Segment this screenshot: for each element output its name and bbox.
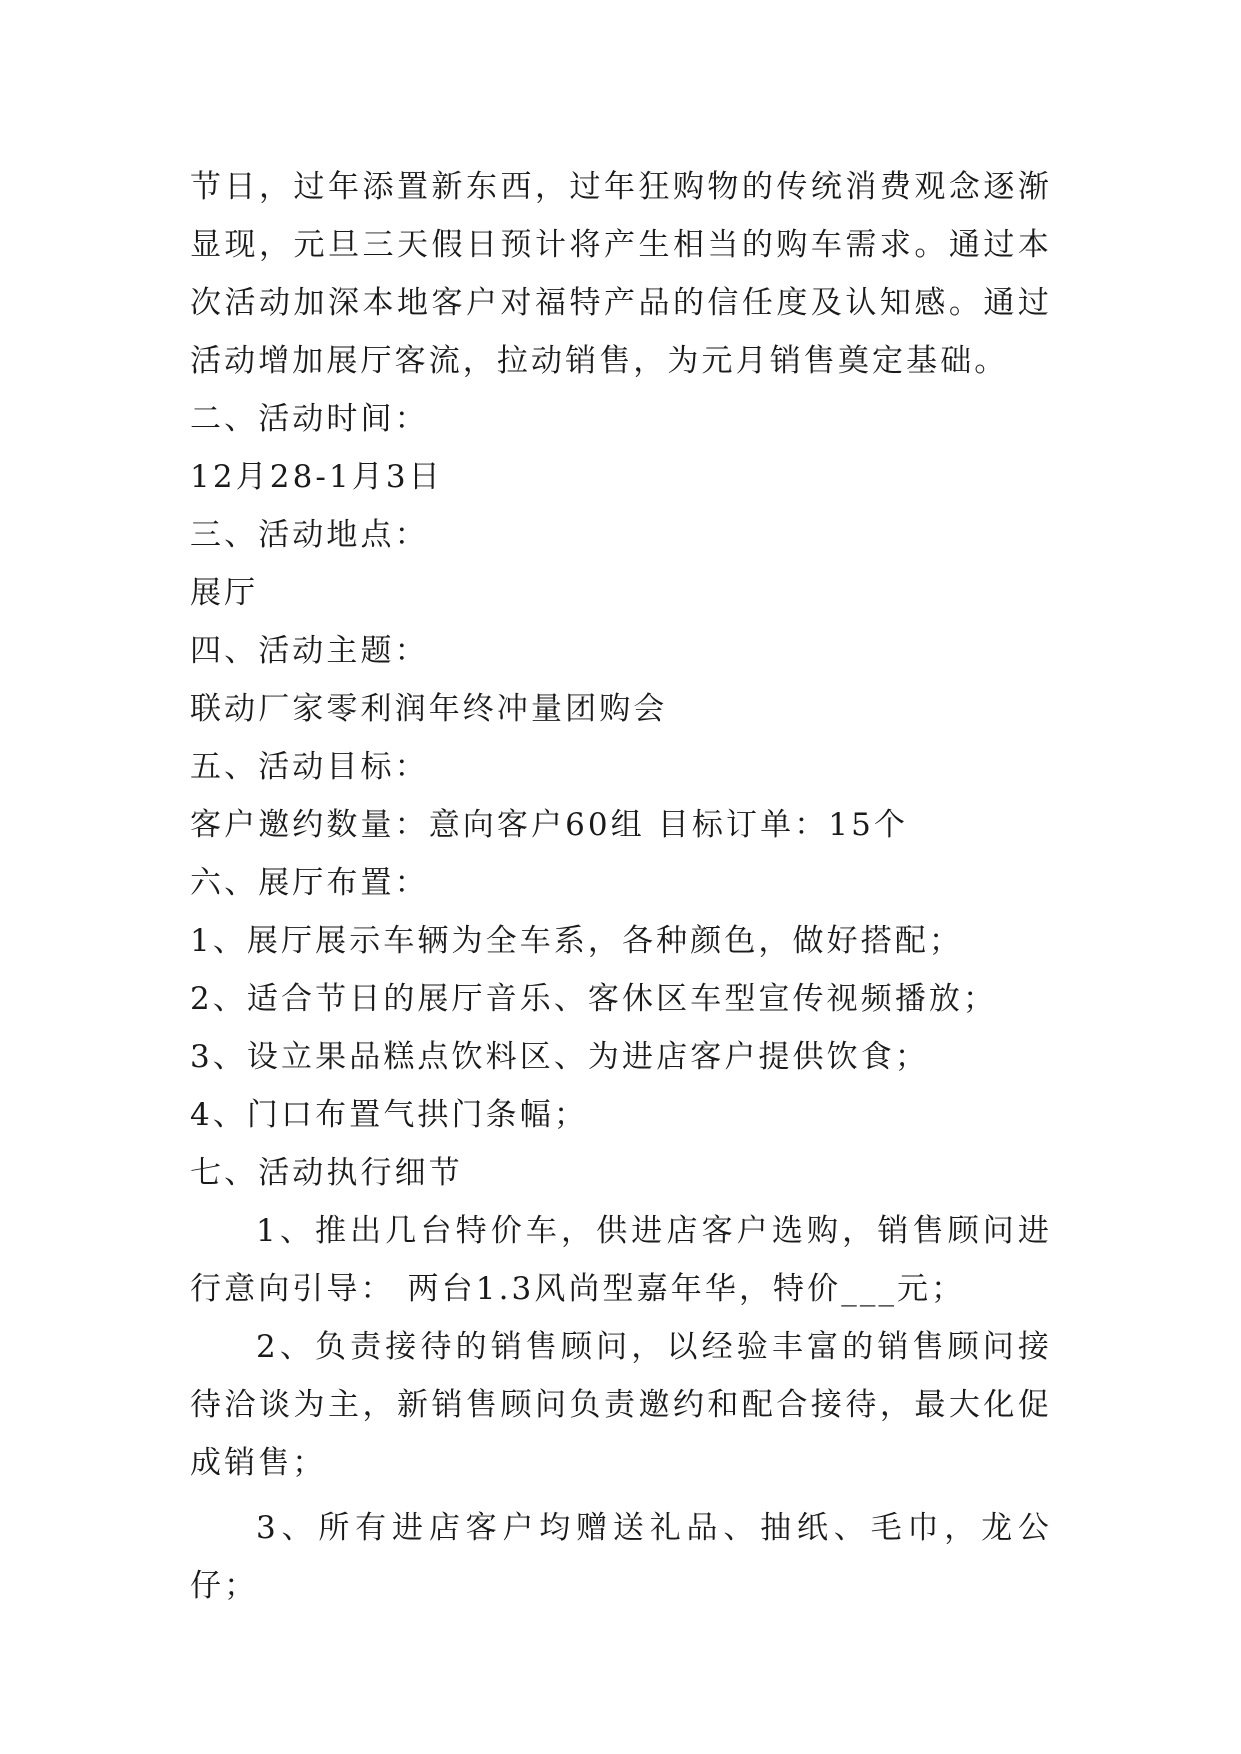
place-heading: 三、活动地点： — [190, 517, 429, 553]
layout-item: 2、适合节日的展厅音乐、客休区车型宣传视频播放； — [190, 981, 998, 1017]
layout-item: 1、展厅展示车辆为全车系，各种颜色，做好搭配； — [190, 923, 964, 959]
layout-heading: 六、展厅布置： — [190, 865, 429, 901]
theme-value: 联动厂家零利润年终冲量团购会 — [190, 691, 668, 727]
layout-item: 4、门口布置气拱门条幅； — [190, 1097, 588, 1133]
document-body — [190, 158, 1052, 1615]
place-value: 展厅 — [190, 575, 259, 611]
layout-item: 3、设立果品糕点饮料区、为进店客户提供饮食； — [190, 1039, 929, 1075]
goal-heading: 五、活动目标： — [190, 749, 429, 785]
theme-heading: 四、活动主题： — [190, 633, 429, 669]
detail-heading: 七、活动执行细节 — [190, 1155, 463, 1191]
intro-paragraph: 节日，过年添置新东西，过年狂购物的传统消费观念逐渐显现，元旦三天假日预计将产生相当的购车需求。通过本次活动加深本地客户对福特产品的信任度及认知感。通过活动增加展厅客流，拉动销售，为元月销售奠定基础。 — [190, 169, 1052, 379]
detail-item: 2、负责接待的销售顾问，以经验丰富的销售顾问接待洽谈为主，新销售顾问负责邀约和配合接待，最大化促成销售； — [190, 1329, 1052, 1481]
goal-value: 客户邀约数量：意向客户60组 目标订单：15个 — [190, 807, 909, 843]
time-value: 12月28-1月3日 — [190, 459, 443, 495]
detail-item: 1、推出几台特价车，供进店客户选购，销售顾问进行意向引导： 两台1.3风尚型嘉年华，特价___元； — [190, 1213, 1052, 1307]
time-heading: 二、活动时间： — [190, 401, 429, 437]
detail-item: 3、所有进店客户均赠送礼品、抽纸、毛巾，龙公仔； — [190, 1510, 1052, 1604]
